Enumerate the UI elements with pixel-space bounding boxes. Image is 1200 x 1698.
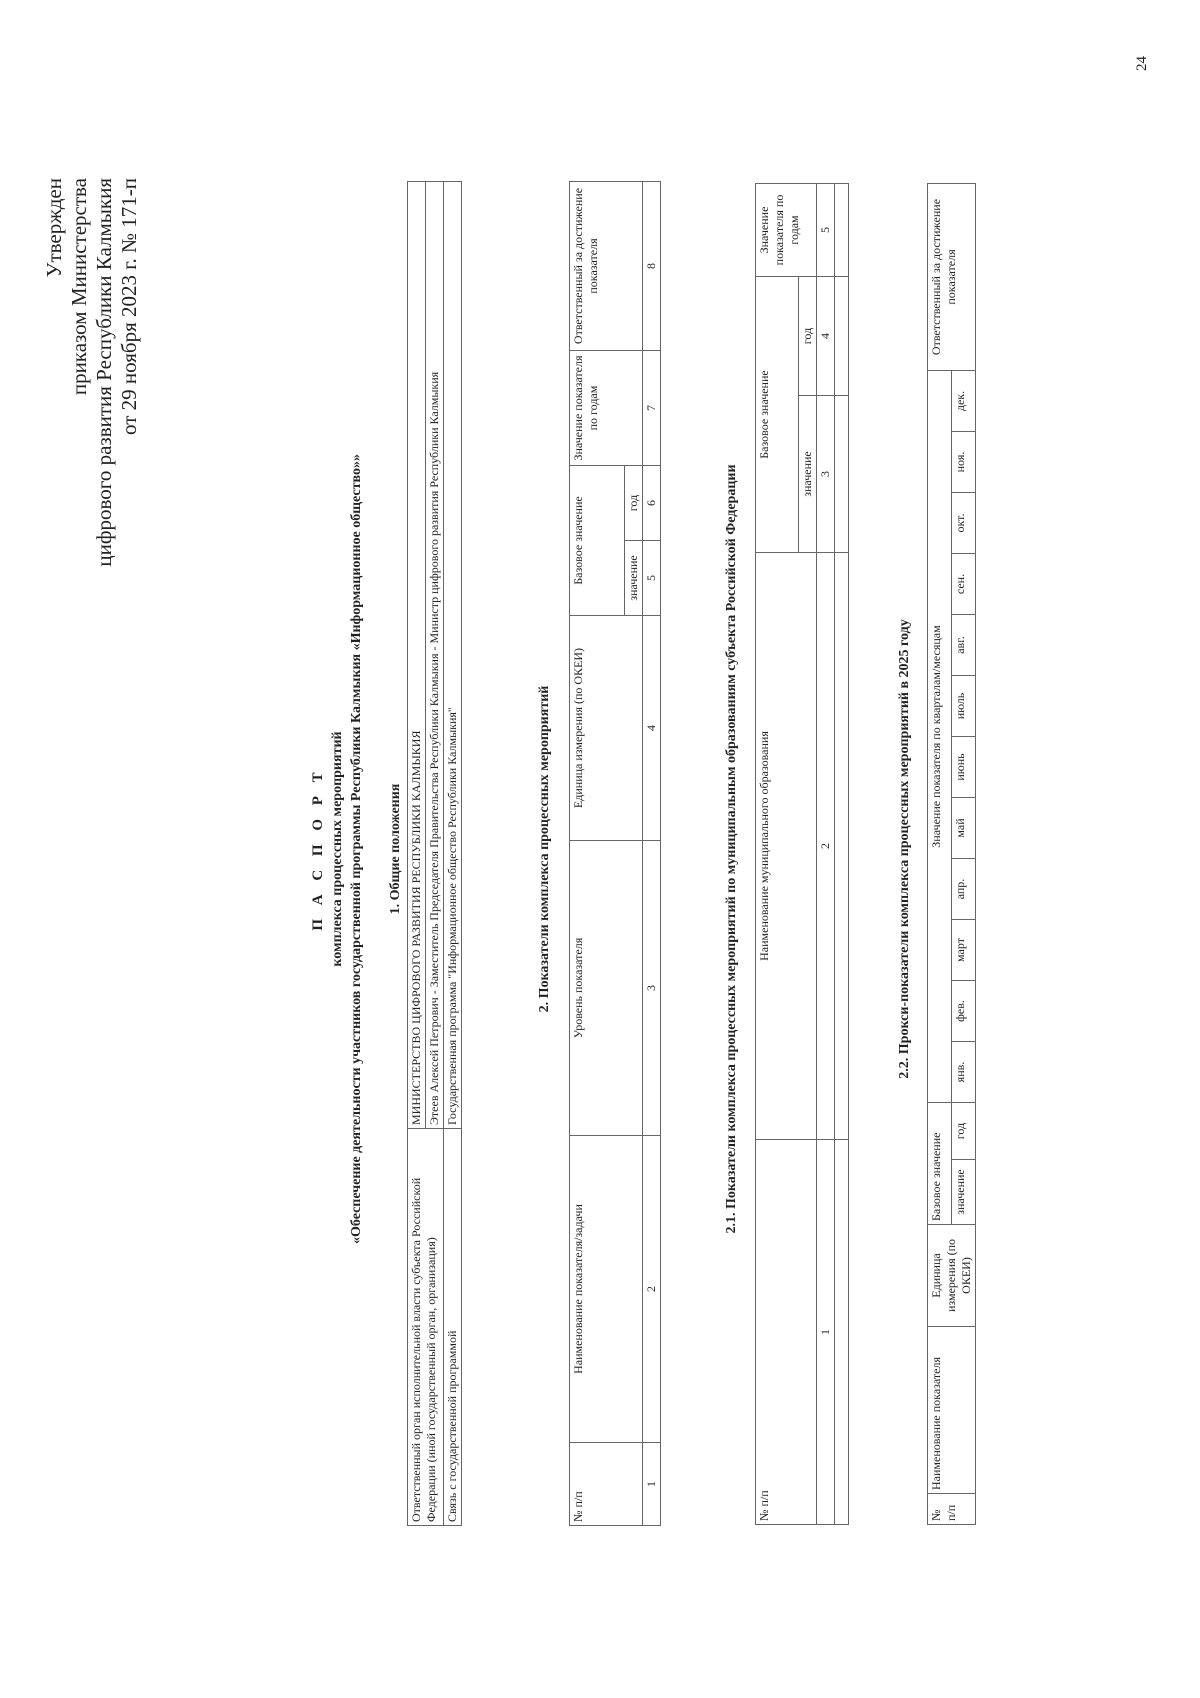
program-title: «Обеспечение деятельности участников государственной программы Республики Калмыкия «Информационное общество»» xyxy=(349,454,364,1245)
col-resp-header: Ответственный за достижение показателя xyxy=(570,182,643,351)
col-resp-header: Ответственный за достижение показателя xyxy=(928,184,976,371)
table-cell: 4 xyxy=(643,616,661,841)
approval-line: цифрового развития Республики Калмыкия xyxy=(92,178,116,567)
proxy-table xyxy=(927,183,976,1525)
col-num-header: № п/п xyxy=(570,1443,643,1526)
column-number-row xyxy=(643,182,661,1526)
col-base-header: Базовое значение xyxy=(570,466,625,616)
month-header: май xyxy=(952,798,976,859)
col-name-header: Наименование показателя/задачи xyxy=(570,1136,643,1443)
section1-heading: 1. Общие положения xyxy=(388,783,403,915)
month-header: янв. xyxy=(952,1042,976,1103)
col-num-header: № п/п xyxy=(756,1140,817,1525)
table-cell: 4 xyxy=(817,277,835,396)
col-years-header: Значение показателя по годам xyxy=(570,351,643,466)
approval-line: приказом Министерства xyxy=(67,178,91,396)
table-header-row xyxy=(570,182,625,1526)
col-base-header: Базовое значение xyxy=(928,1103,952,1225)
table-row xyxy=(444,182,462,1526)
table-row xyxy=(408,182,426,1526)
table-cell xyxy=(835,184,849,277)
general-table xyxy=(407,181,462,1526)
table-cell: Этеев Алексей Петрович - Заместитель Председателя Правительства Республики Калмыкия - Министр цифрового развития Республики Калмыкия xyxy=(426,182,444,1129)
col-base-value-header: значение xyxy=(952,1160,976,1225)
section2-heading: 2. Показатели комплекса процессных мероприятий xyxy=(537,685,552,1013)
col-years-header: Значение показателя по годам xyxy=(756,184,817,277)
month-header: июль xyxy=(952,676,976,737)
table-row xyxy=(835,184,849,1525)
table-header-row xyxy=(756,184,799,1525)
col-base-header: Базовое значение xyxy=(756,277,799,553)
table-cell: Связь с государственной программой xyxy=(444,1129,462,1526)
col-base-value-header: значение xyxy=(799,396,817,553)
month-header: авг. xyxy=(952,615,976,676)
table-cell: 1 xyxy=(643,1443,661,1526)
table-cell xyxy=(835,1140,849,1525)
month-header: июнь xyxy=(952,737,976,798)
table-cell: 7 xyxy=(643,351,661,466)
table-cell: 2 xyxy=(643,1136,661,1443)
passport-subtitle: комплекса процессных мероприятий xyxy=(330,731,345,967)
passport-title: П А С П О Р Т xyxy=(310,767,326,931)
approval-line: от 29 ноября 2023 г. № 171-п xyxy=(117,178,141,436)
col-base-year-header: год xyxy=(952,1103,976,1160)
col-unit-header: Единица измерения (по ОКЕИ) xyxy=(570,616,643,841)
month-header: сен. xyxy=(952,554,976,615)
table-cell: 2 xyxy=(817,553,835,1140)
month-header: окт. xyxy=(952,493,976,554)
table-header-row xyxy=(928,184,952,1525)
table-cell xyxy=(835,396,849,553)
table-cell: 3 xyxy=(643,841,661,1136)
col-base-year-header: год xyxy=(799,277,817,396)
indicators-table xyxy=(569,181,661,1526)
section22-heading: 2.2. Прокси-показатели комплекса процессных мероприятий в 2025 году xyxy=(897,619,912,1079)
table-cell: 5 xyxy=(817,184,835,277)
month-header: апр. xyxy=(952,859,976,920)
section21-heading: 2.1. Показатели комплекса процессных мероприятий по муниципальным образованиям субъекта Российской Федерации xyxy=(724,464,739,1234)
table-cell: Ответственный орган исполнительной власти субъекта Российской Федерации (иной государственный орган, организация) xyxy=(408,1129,444,1526)
col-name-header: Наименование муниципального образования xyxy=(756,553,817,1140)
municipal-table xyxy=(755,183,849,1525)
col-num-header: № п/п xyxy=(928,1494,976,1525)
table-cell xyxy=(835,277,849,396)
table-cell: 6 xyxy=(643,466,661,541)
col-months-header: Значение показателя по кварталам/месяцам xyxy=(928,371,952,1103)
col-name-header: Наименование показателя xyxy=(928,1327,976,1494)
col-base-year-header: год xyxy=(625,466,643,541)
col-base-value-header: значение xyxy=(625,541,643,616)
approval-block xyxy=(42,178,142,567)
table-cell: МИНИСТЕРСТВО ЦИФРОВОГО РАЗВИТИЯ РЕСПУБЛИКИ КАЛМЫКИЯ xyxy=(408,182,426,1129)
table-cell: Государственная программа "Информационное общество Республики Калмыкия" xyxy=(444,182,462,1129)
col-unit-header: Единица измерения (по ОКЕИ) xyxy=(928,1225,976,1327)
table-cell: 8 xyxy=(643,182,661,351)
table-cell: 5 xyxy=(643,541,661,616)
table-cell: 3 xyxy=(817,396,835,553)
table-cell xyxy=(835,553,849,1140)
table-cell: 1 xyxy=(817,1140,835,1525)
column-number-row xyxy=(817,184,835,1525)
month-header: дек. xyxy=(952,371,976,432)
month-header: ноя. xyxy=(952,432,976,493)
col-level-header: Уровень показателя xyxy=(570,841,643,1136)
approval-line: Утвержден xyxy=(42,178,66,278)
month-header: фев. xyxy=(952,981,976,1042)
month-header: март xyxy=(952,920,976,981)
page-number: 24 xyxy=(1134,56,1150,71)
